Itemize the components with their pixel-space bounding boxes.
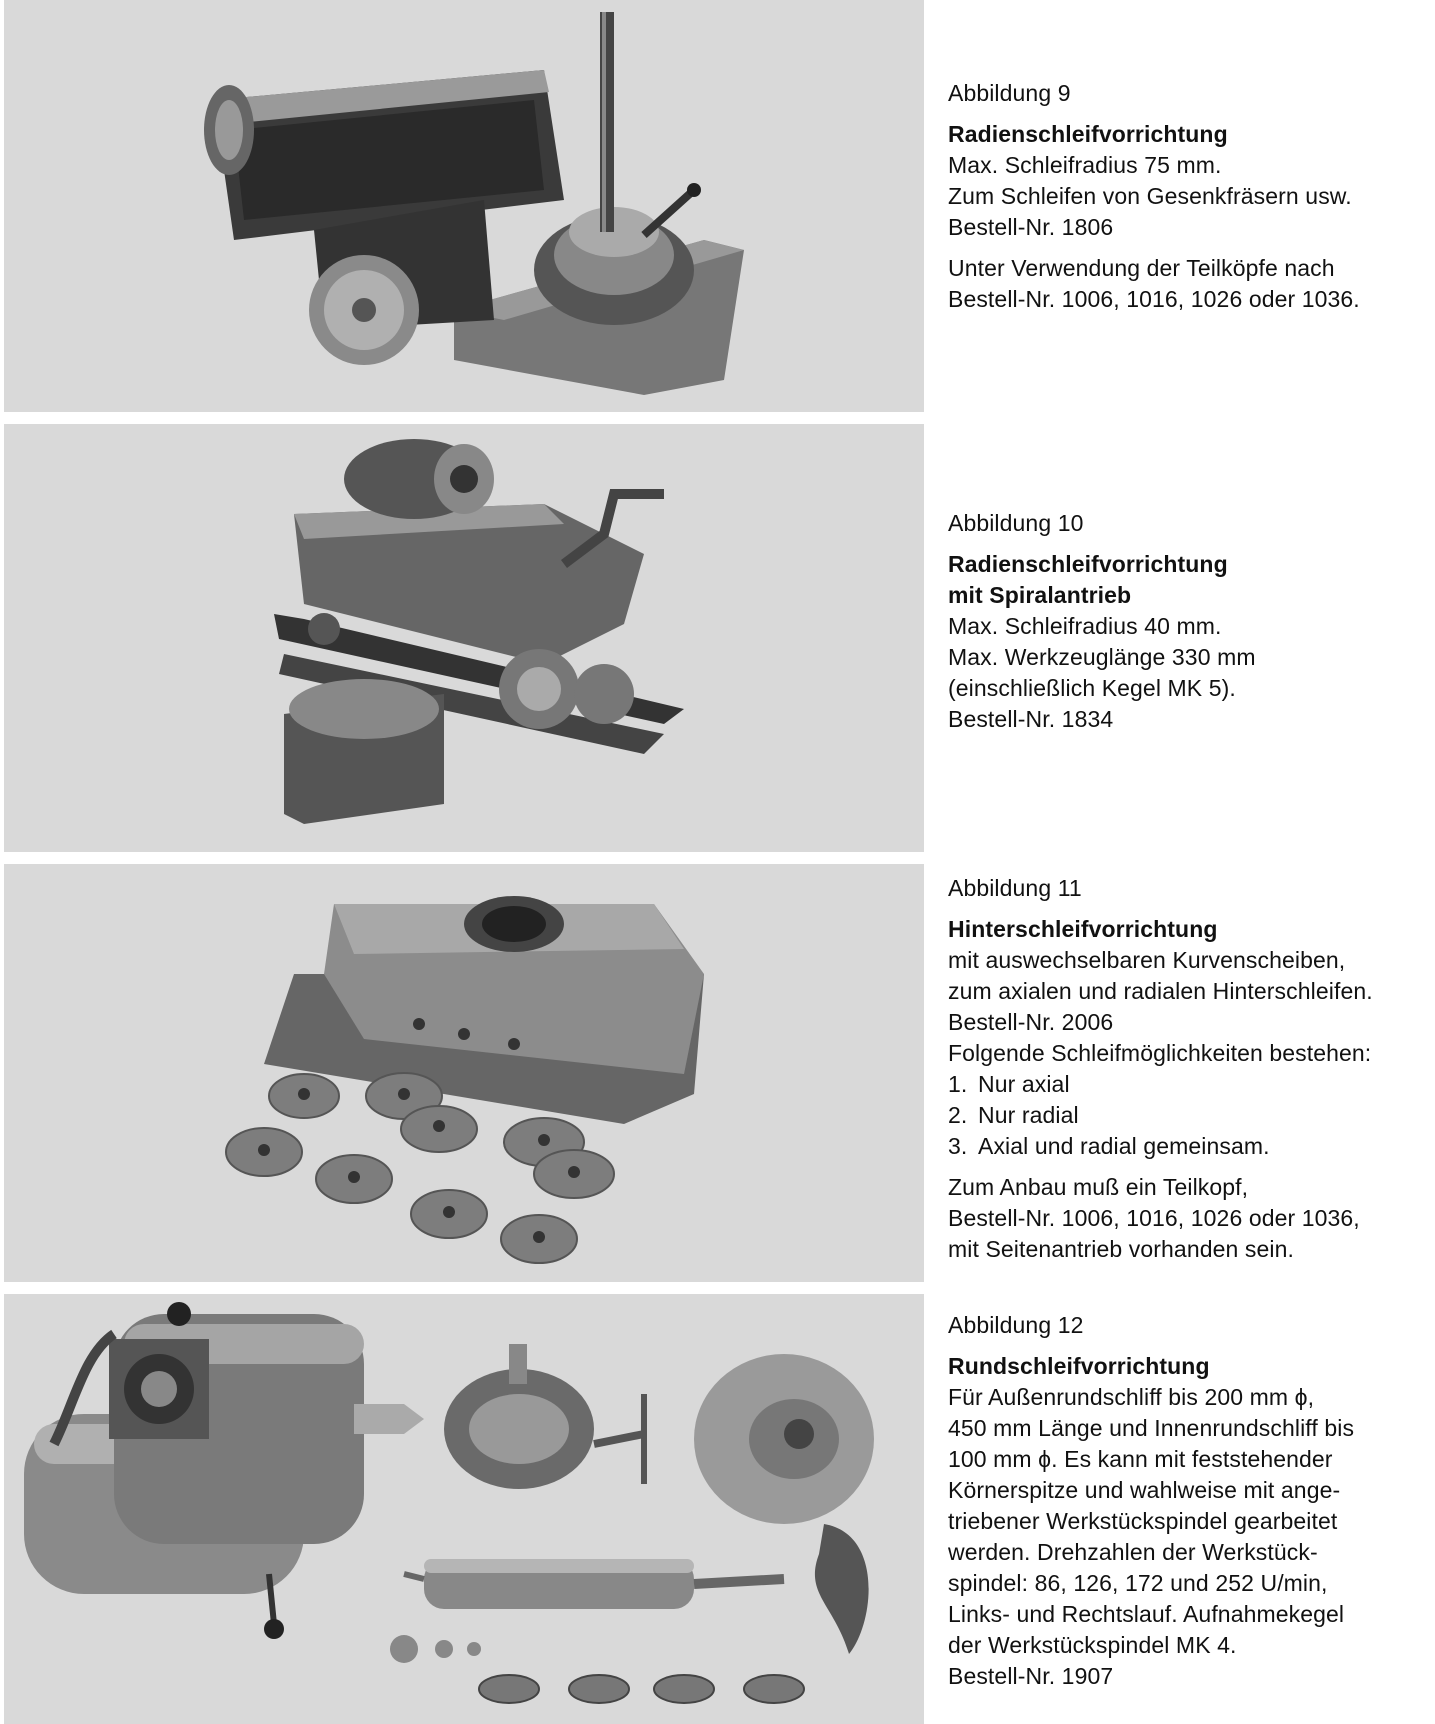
caption-line: der Werkstückspindel MK 4. xyxy=(948,1632,1237,1658)
caption-line: 450 mm Länge und Innenrundschliff bis xyxy=(948,1415,1355,1441)
caption-title: Radienschleifvorrichtung xyxy=(948,551,1228,577)
figure-11-caption xyxy=(948,873,1428,1265)
caption-line: spindel: 86, 126, 172 und 252 U/min, xyxy=(948,1570,1328,1596)
caption-line: Unter Verwendung der Teilköpfe nach xyxy=(948,255,1335,281)
figure-9-caption xyxy=(948,78,1428,315)
caption-line: Bestell-Nr. 1006, 1016, 1026 oder 1036, xyxy=(948,1205,1360,1231)
caption-line: Bestell-Nr. 1907 xyxy=(948,1663,1114,1689)
caption-line: mit Seitenantrieb vorhanden sein. xyxy=(948,1236,1294,1262)
list-number: 3. xyxy=(948,1133,968,1159)
figure-12-caption xyxy=(948,1310,1428,1692)
caption-line: werden. Drehzahlen der Werkstück- xyxy=(948,1539,1318,1565)
list-text: Nur axial xyxy=(978,1071,1070,1097)
list-item xyxy=(948,1131,1428,1162)
caption-line: Bestell-Nr. 1806 xyxy=(948,214,1114,240)
caption-line: Für Außenrundschliff bis 200 mm ϕ, xyxy=(948,1384,1315,1410)
caption-title: Radienschleifvorrichtung xyxy=(948,121,1228,147)
caption-line: Zum Anbau muß ein Teilkopf, xyxy=(948,1174,1249,1200)
list-item xyxy=(948,1069,1428,1100)
caption-line: Max. Werkzeuglänge 330 mm xyxy=(948,644,1256,670)
caption-line: Bestell-Nr. 1006, 1016, 1026 oder 1036. xyxy=(948,286,1360,312)
caption-line: triebener Werkstückspindel gearbeitet xyxy=(948,1508,1338,1534)
list-number: 2. xyxy=(948,1102,968,1128)
caption-line: Max. Schleifradius 75 mm. xyxy=(948,152,1222,178)
list-text: Axial und radial gemeinsam. xyxy=(978,1133,1270,1159)
caption-line: zum axialen und radialen Hinterschleifen. xyxy=(948,978,1373,1004)
caption-title: mit Spiralantrieb xyxy=(948,582,1132,608)
caption-line: Bestell-Nr. 1834 xyxy=(948,706,1114,732)
caption-line: Bestell-Nr. 2006 xyxy=(948,1009,1114,1035)
caption-line: Links- und Rechtslauf. Aufnahmekegel xyxy=(948,1601,1345,1627)
caption-line: Max. Schleifradius 40 mm. xyxy=(948,613,1222,639)
figure-11-photo xyxy=(4,864,924,1282)
figure-label: Abbildung 11 xyxy=(948,875,1082,901)
option-list xyxy=(948,1069,1428,1162)
caption-line: Folgende Schleifmöglichkeiten bestehen: xyxy=(948,1040,1372,1066)
figure-10-caption xyxy=(948,508,1428,735)
caption-line: 100 mm ϕ. Es kann mit feststehender xyxy=(948,1446,1333,1472)
figure-9-photo xyxy=(4,0,924,412)
list-number: 1. xyxy=(948,1071,968,1097)
figure-12-photo xyxy=(4,1294,924,1724)
caption-line: Körnerspitze und wahlweise mit ange- xyxy=(948,1477,1341,1503)
list-text: Nur radial xyxy=(978,1102,1079,1128)
caption-line: (einschließlich Kegel MK 5). xyxy=(948,675,1236,701)
caption-title: Hinterschleifvorrichtung xyxy=(948,916,1218,942)
list-item xyxy=(948,1100,1428,1131)
figure-label: Abbildung 12 xyxy=(948,1312,1084,1338)
figure-label: Abbildung 9 xyxy=(948,80,1071,106)
figure-10-photo xyxy=(4,424,924,852)
caption-title: Rundschleifvorrichtung xyxy=(948,1353,1210,1379)
figure-label: Abbildung 10 xyxy=(948,510,1084,536)
caption-line: Zum Schleifen von Gesenkfräsern usw. xyxy=(948,183,1352,209)
caption-line: mit auswechselbaren Kurvenscheiben, xyxy=(948,947,1346,973)
